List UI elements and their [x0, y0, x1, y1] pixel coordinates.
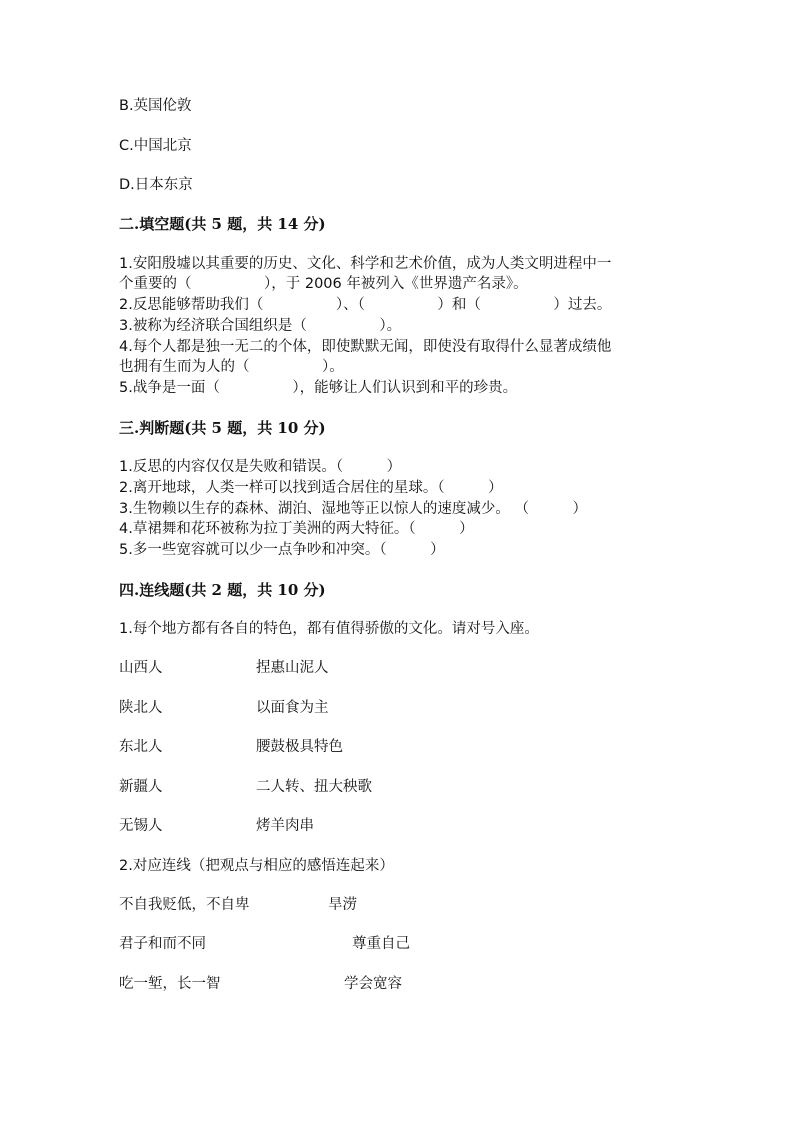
matching-q2-prompt: 2.对应连线（把观点与相应的感悟连起来） [119, 858, 394, 874]
option-b: B.英国伦敦 [119, 98, 192, 114]
section-heading-fill-blank: 二.填空题(共 5 题，共 14 分) [119, 215, 326, 233]
option-c: C.中国北京 [119, 138, 192, 154]
match1-left-4: 新疆人 [119, 779, 163, 795]
true-false-q5: 5.多一些宽容就可以少一点争吵和冲突。（ ） [119, 542, 445, 558]
match1-left-2: 陕北人 [119, 700, 163, 716]
match1-right-2: 以面食为主 [256, 700, 329, 716]
match1-left-1: 山西人 [119, 660, 163, 676]
fill-blank-q4-line1: 4.每个人都是独一无二的个体，即使默默无闻，即使没有取得什么显著成绩他 [119, 339, 612, 355]
matching-q1-prompt: 1.每个地方都有各自的特色，都有值得骄傲的文化。请对号入座。 [119, 621, 539, 637]
match2-right-2: 尊重自己 [352, 936, 410, 952]
match1-right-5: 烤羊肉串 [256, 818, 314, 834]
match2-left-2: 君子和而不同 [119, 936, 206, 952]
match1-left-5: 无锡人 [119, 818, 163, 834]
match2-left-1: 不自我贬低，不自卑 [119, 897, 250, 913]
section-heading-matching: 四.连线题(共 2 题，共 10 分) [119, 581, 326, 599]
match2-right-3: 学会宽容 [344, 976, 402, 992]
match1-right-4: 二人转、扭大秧歌 [256, 779, 372, 795]
fill-blank-q1-line2: 个重要的（ ），于 2006 年被列入《世界遗产名录》。 [119, 276, 528, 292]
fill-blank-q1-line1: 1.安阳殷墟以其重要的历史、文化、科学和艺术价值，成为人类文明进程中一 [119, 256, 612, 272]
true-false-q3: 3.生物赖以生存的森林、湖泊、湿地等正以惊人的速度减少。 （ ） [119, 501, 587, 517]
fill-blank-q2: 2.反思能够帮助我们（ ）、（ ）和（ ）过去。 [119, 297, 612, 313]
fill-blank-q4-line2: 也拥有生而为人的（ ）。 [119, 359, 344, 375]
fill-blank-q3: 3.被称为经济联合国组织是（ ）。 [119, 318, 402, 334]
option-d: D.日本东京 [119, 177, 193, 193]
fill-blank-q5: 5.战争是一面（ ），能够让人们认识到和平的珍贵。 [119, 380, 518, 396]
match2-left-3: 吃一堑，长一智 [119, 976, 221, 992]
true-false-q4: 4.草裙舞和花环被称为拉丁美洲的两大特征。（ ） [119, 521, 474, 537]
match1-right-3: 腰鼓极具特色 [256, 739, 343, 755]
match2-right-1: 旱涝 [328, 897, 357, 913]
true-false-q2: 2.离开地球，人类一样可以找到适合居住的星球。（ ） [119, 480, 503, 496]
match1-right-1: 捏惠山泥人 [256, 660, 329, 676]
true-false-q1: 1.反思的内容仅仅是失败和错误。（ ） [119, 459, 402, 475]
section-heading-true-false: 三.判断题(共 5 题，共 10 分) [119, 419, 326, 437]
match1-left-3: 东北人 [119, 739, 163, 755]
